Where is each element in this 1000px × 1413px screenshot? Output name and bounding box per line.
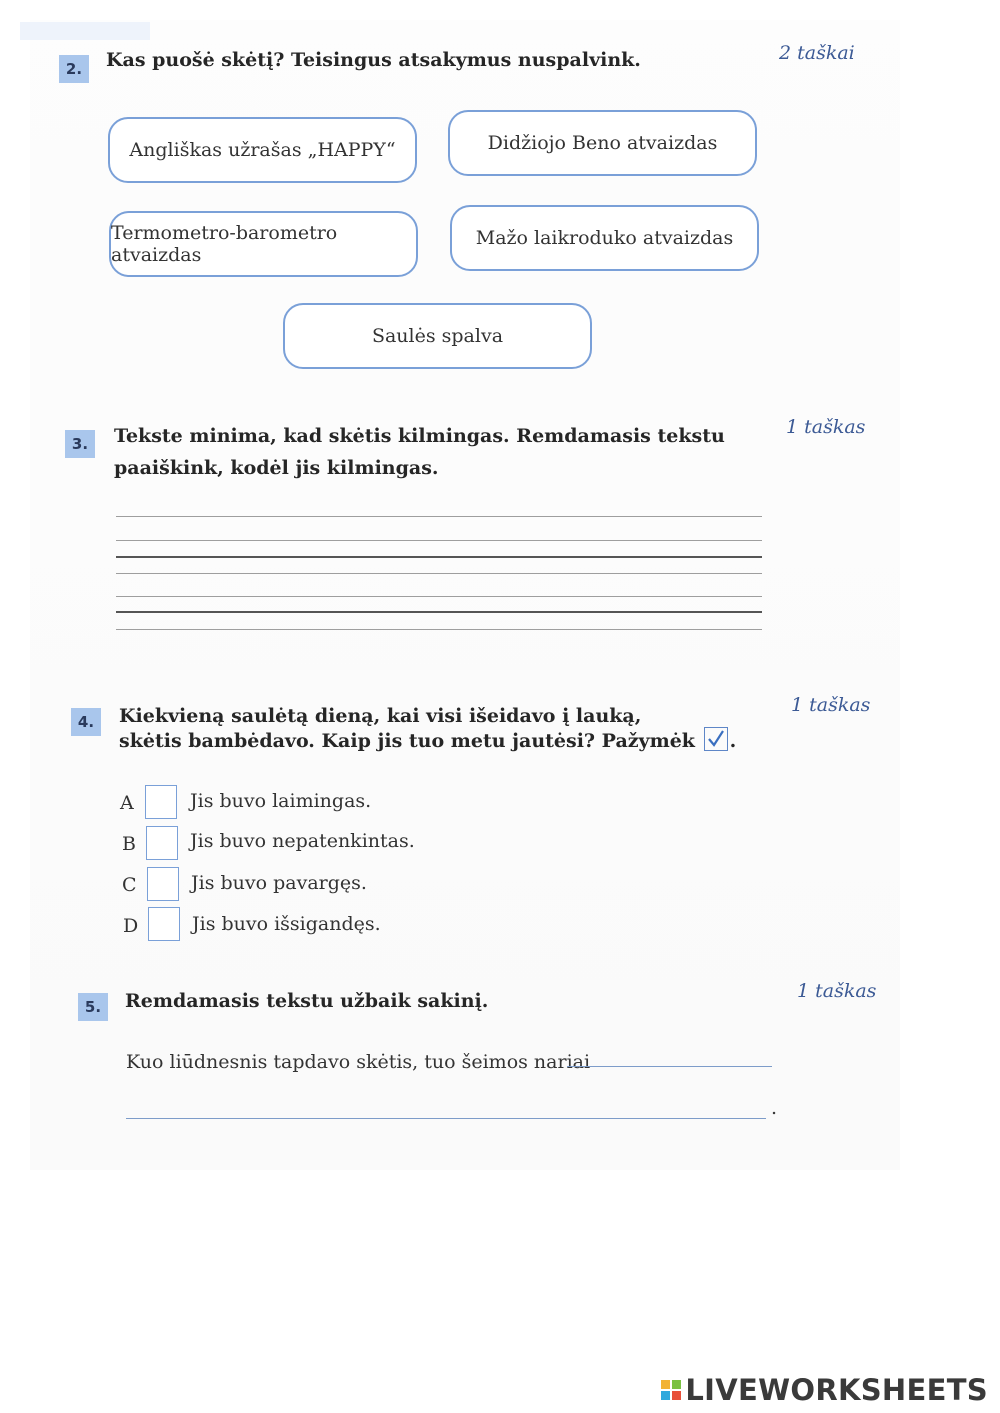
q2-option-happy[interactable] — [108, 117, 417, 183]
q4-question-line2-row — [119, 725, 736, 757]
q3-answer-line-5[interactable] — [116, 596, 762, 597]
q4-option-letter: A — [120, 792, 134, 814]
q2-number-badge: 2. — [59, 55, 89, 83]
q4-option-text: Jis buvo išsigandęs. — [192, 913, 381, 935]
liveworksheets-logo — [661, 1373, 988, 1407]
q2-option-label: Termometro-barometro atvaizdas — [111, 222, 338, 266]
q2-option-clock[interactable] — [450, 205, 759, 271]
q2-option-label: Saulės spalva — [371, 325, 504, 347]
q4-option-text: Jis buvo nepatenkintas. — [190, 830, 415, 852]
q4-option-letter: D — [123, 915, 139, 937]
q3-answer-line-2[interactable] — [116, 540, 762, 541]
q3-answer-line-3[interactable] — [116, 556, 762, 558]
q4-option-text: Jis buvo pavargęs. — [191, 872, 367, 894]
q2-option-sun-color[interactable] — [283, 303, 592, 369]
q3-number-badge: 3. — [65, 430, 95, 458]
q5-number-badge: 5. — [78, 993, 108, 1021]
q3-answer-line-7[interactable] — [116, 629, 762, 630]
q4-points: 1 taškas — [791, 694, 871, 716]
logo-text: LIVEWORKSHEETS — [685, 1373, 988, 1407]
check-mark-icon — [704, 727, 728, 751]
q3-answer-line-1[interactable] — [116, 516, 762, 517]
q4-option-c-checkbox[interactable] — [147, 867, 179, 901]
q5-end-mark: . — [771, 1097, 778, 1119]
q4-question-line2: skėtis bambėdavo. Kaip jis tuo metu jautėsi? Pažymėk — [119, 730, 695, 752]
q5-points: 1 taškas — [797, 980, 877, 1002]
q5-answer-line-2[interactable] — [126, 1118, 766, 1119]
q2-points: 2 taškai — [779, 42, 855, 64]
q3-answer-line-4[interactable] — [116, 573, 762, 574]
q2-option-thermometer[interactable] — [109, 211, 418, 277]
q3-question-line2: paaiškink, kodėl jis kilmingas. — [114, 457, 439, 479]
q3-points: 1 taškas — [786, 416, 866, 438]
q2-option-label: Mažo laikroduko atvaizdas — [475, 227, 734, 249]
q4-option-text: Jis buvo laimingas. — [190, 790, 372, 812]
q2-option-big-ben[interactable] — [448, 110, 757, 176]
q4-number-badge: 4. — [71, 708, 101, 736]
q5-sentence: Kuo liūdnesnis tapdavo skėtis, tuo šeimos nariai — [126, 1051, 591, 1073]
q4-option-b-checkbox[interactable] — [146, 826, 178, 860]
q2-option-label: Angliškas užrašas „HAPPY“ — [129, 139, 396, 161]
q3-answer-line-6[interactable] — [116, 611, 762, 613]
q4-option-letter: C — [122, 874, 137, 896]
q5-question: Remdamasis tekstu užbaik sakinį. — [125, 990, 489, 1012]
q4-question-end: . — [729, 730, 737, 752]
q2-option-label: Didžiojo Beno atvaizdas — [487, 132, 718, 154]
q4-option-letter: B — [122, 833, 136, 855]
liveworksheets-logo-icon — [661, 1380, 681, 1400]
q4-option-a-checkbox[interactable] — [145, 785, 177, 819]
q4-option-d-checkbox[interactable] — [148, 907, 180, 941]
q2-question: Kas puošė skėtį? Teisingus atsakymus nuspalvink. — [106, 49, 641, 71]
q4-question-line1: Kiekvieną saulėtą dieną, kai visi išeidavo į lauką, — [119, 705, 642, 727]
header-strip — [20, 22, 150, 40]
q5-answer-line-1[interactable] — [567, 1066, 772, 1067]
q3-question-line1: Tekste minima, kad skėtis kilmingas. Remdamasis tekstu — [114, 425, 725, 447]
